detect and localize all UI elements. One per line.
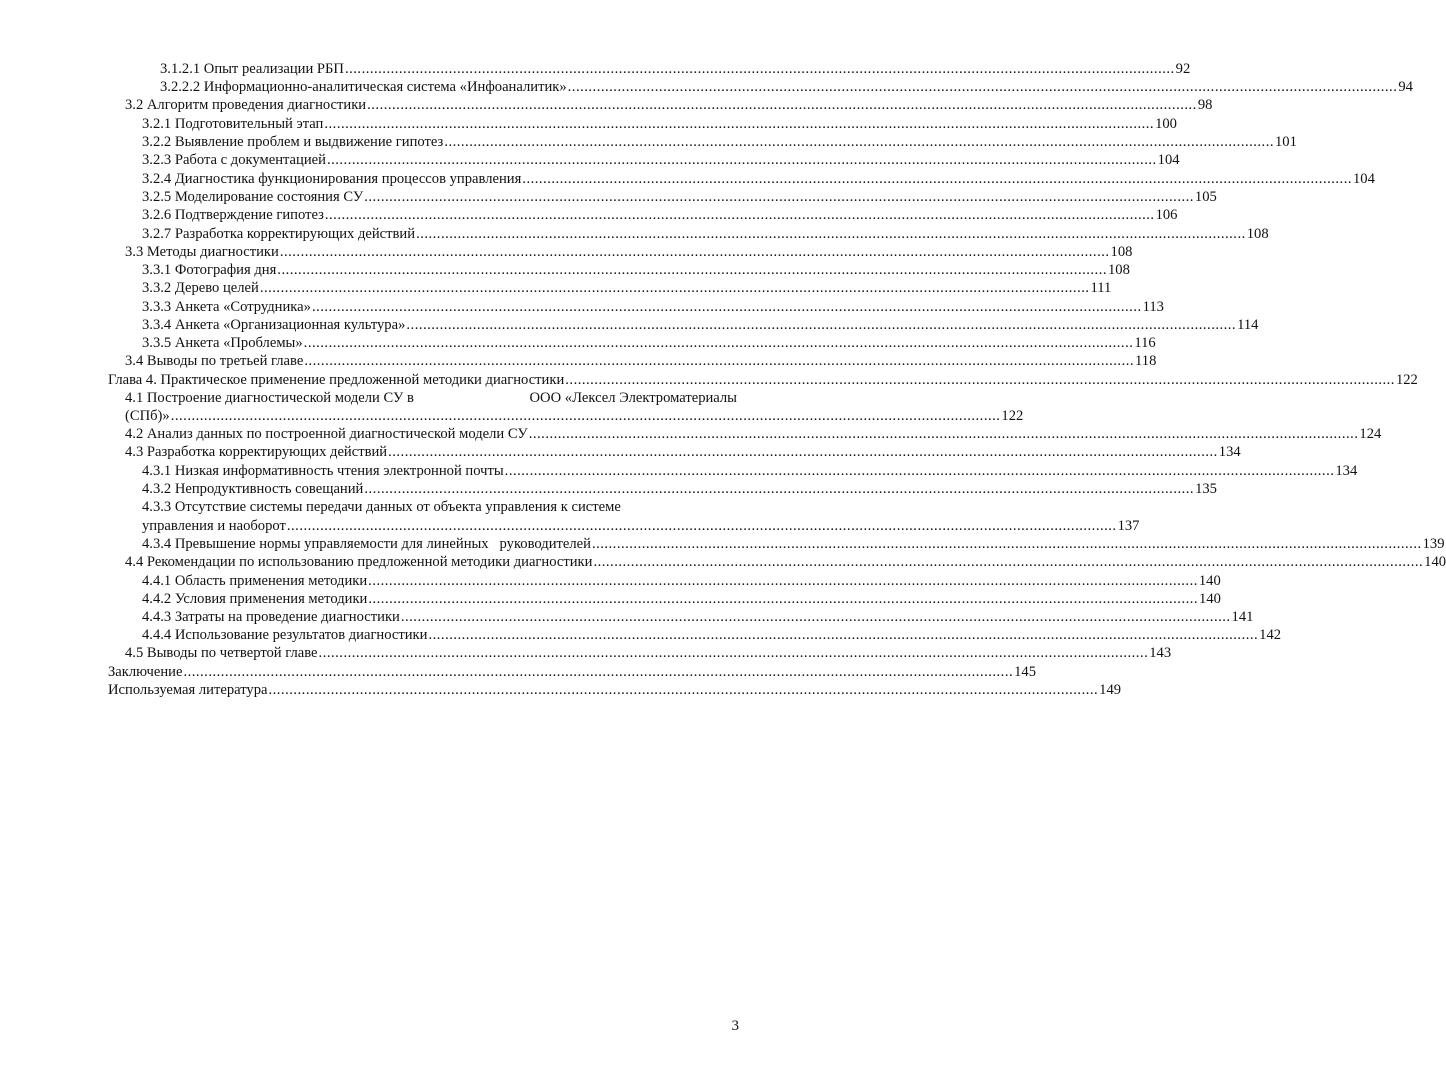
- toc-entry-title: 4.5 Выводы по четвертой главе: [125, 645, 318, 661]
- toc-entry-wrapped-line: [125, 389, 737, 407]
- toc-entry: 3.3.1 Фотография дня ........................................................................................................................................................................................................ 108: [142, 262, 1130, 278]
- toc-entry-title: 4.4.3 Затраты на проведение диагностики: [142, 609, 400, 625]
- toc-entry: 3.3.5 Анкета «Проблемы» ........................................................................................................................................................................................................ 116: [142, 335, 1156, 351]
- toc-entry-title: 3.2.2 Выявление проблем и выдвижение гипотез: [142, 134, 444, 150]
- toc-entry-page: 100: [1155, 116, 1177, 132]
- toc-entry: 3.2.1 Подготовительный этап ........................................................................................................................................................................................................ 100: [142, 116, 1177, 132]
- toc-entry-title-part: 4.1 Построение диагностической модели СУ в: [125, 390, 414, 406]
- toc-entry: 4.3.2 Непродуктивность совещаний ........................................................................................................................................................................................................ 135: [142, 481, 1217, 497]
- toc-entry-title: 3.2 Алгоритм проведения диагностики: [125, 97, 367, 113]
- toc-entry-title: Используемая литература: [108, 682, 268, 698]
- toc-entry-page: 106: [1155, 207, 1178, 223]
- toc-entry-page: 122: [1001, 408, 1024, 424]
- toc-entry-page: 134: [1335, 463, 1358, 479]
- toc-entry: 3.2.2 Выявление проблем и выдвижение гипотез ........................................................................................................................................................................................................ 101: [142, 134, 1297, 150]
- toc-entry: 3.2.3 Работа с документацией ........................................................................................................................................................................................................ 104: [142, 152, 1180, 168]
- toc-entry: 3.1.2.1 Опыт реализации РБП ........................................................................................................................................................................................................ 92: [160, 61, 1191, 77]
- toc-entry-page: 104: [1157, 152, 1180, 168]
- toc-entry-title: 4.4 Рекомендации по использованию предложенной методики диагностики: [125, 554, 593, 570]
- toc-entry-page: 135: [1195, 481, 1217, 497]
- toc-entry-page: 108: [1246, 226, 1269, 242]
- toc-entry-page: 137: [1117, 518, 1140, 534]
- toc-entry-title: 3.2.1 Подготовительный этап: [142, 116, 324, 132]
- toc-entry-title-part: ООО «Лексел Электроматериалы: [529, 390, 737, 406]
- toc-entry-title-part: 4.3.3 Отсутствие системы передачи данных от объекта управления к системе: [142, 499, 621, 515]
- toc-entry-wrapped-line: [142, 498, 737, 516]
- toc-entry: Заключение ........................................................................................................................................................................................................ 145: [108, 664, 1037, 680]
- toc-entry-page: 108: [1110, 244, 1133, 260]
- toc-entry-title: 3.3.4 Анкета «Организационная культура»: [142, 317, 406, 333]
- toc-entry-title: 3.2.3 Работа с документацией: [142, 152, 326, 168]
- toc-entry-page: 122: [1395, 372, 1418, 388]
- toc-entry-title: 3.3.2 Дерево целей: [142, 280, 259, 296]
- toc-entry-title: 3.3 Методы диагностики: [125, 244, 279, 260]
- toc-entry: управления и наоборот ........................................................................................................................................................................................................ 137: [142, 518, 1140, 534]
- toc-entry: 3.4 Выводы по третьей главе ........................................................................................................................................................................................................ 118: [125, 353, 1157, 369]
- toc-entry-title: 4.4.1 Область применения методики: [142, 573, 368, 589]
- toc-entry: 3.2 Алгоритм проведения диагностики ........................................................................................................................................................................................................ 98: [125, 97, 1213, 113]
- toc-entry: 3.2.4 Диагностика функционирования процессов управления ........................................................................................................................................................................................................ 104: [142, 171, 1375, 187]
- toc-entry-page: 143: [1149, 645, 1172, 661]
- toc-entry-page: 94: [1398, 79, 1413, 95]
- toc-entry-page: 149: [1099, 682, 1122, 698]
- toc-entry-page: 104: [1352, 171, 1375, 187]
- toc-entry-page: 101: [1275, 134, 1297, 150]
- page-number: 3: [731, 1018, 739, 1034]
- toc-entry-title: (СПб)»: [125, 408, 170, 424]
- toc-entry-page: 92: [1175, 61, 1191, 77]
- toc-entry-title: 3.3.5 Анкета «Проблемы»: [142, 335, 303, 351]
- toc-entry: 3.3 Методы диагностики ........................................................................................................................................................................................................ 108: [125, 244, 1133, 260]
- toc-entry-page: 105: [1194, 189, 1217, 205]
- toc-entry: (СПб)» ........................................................................................................................................................................................................ 122: [125, 408, 1024, 424]
- toc-entry: 4.3.4 Превышение нормы управляемости для линейных руководителей ........................................................................................................................................................................................................ 139: [142, 536, 1445, 552]
- toc-entry-page: 140: [1199, 591, 1221, 607]
- toc-entry: 4.2 Анализ данных по построенной диагностической модели СУ ........................................................................................................................................................................................................ 124: [125, 426, 1382, 442]
- toc-entry: 3.2.7 Разработка корректирующих действий ........................................................................................................................................................................................................ 108: [142, 226, 1269, 242]
- toc-entry-page: 145: [1014, 664, 1037, 680]
- toc-entry-page: 124: [1359, 426, 1382, 442]
- toc-entry: 4.4.4 Использование результатов диагностики ........................................................................................................................................................................................................ 142: [142, 627, 1282, 643]
- toc-entry-page: 113: [1142, 299, 1164, 315]
- toc-entry-page: 140: [1198, 573, 1221, 589]
- toc-entry-title: 4.3 Разработка корректирующих действий: [125, 444, 388, 460]
- toc-entry-page: 139: [1422, 536, 1445, 552]
- toc-entry: 4.4.2 Условия применения методики ........................................................................................................................................................................................................ 140: [142, 591, 1221, 607]
- toc-entry: Используемая литература ........................................................................................................................................................................................................ 149: [108, 682, 1122, 698]
- toc-entry: 4.3.1 Низкая информативность чтения электронной почты ........................................................................................................................................................................................................ 134: [142, 463, 1358, 479]
- toc-entry: 4.4.1 Область применения методики ........................................................................................................................................................................................................ 140: [142, 573, 1221, 589]
- toc-entry-page: 118: [1135, 353, 1157, 369]
- toc-entry-title: 3.2.2.2 Информационно-аналитическая система «Инфоаналитик»: [160, 79, 567, 95]
- toc-entry: 3.2.6 Подтверждение гипотез ........................................................................................................................................................................................................ 106: [142, 207, 1178, 223]
- toc-entry-page: 116: [1134, 335, 1156, 351]
- toc-entry-title: 3.2.4 Диагностика функционирования процессов управления: [142, 171, 522, 187]
- toc-entry: 4.5 Выводы по четвертой главе ........................................................................................................................................................................................................ 143: [125, 645, 1172, 661]
- toc-entry: 4.4 Рекомендации по использованию предложенной методики диагностики ........................................................................................................................................................................................................ 140: [125, 554, 1446, 570]
- toc-entry-title: 3.4 Выводы по третьей главе: [125, 353, 304, 369]
- toc-entry-title: 4.3.1 Низкая информативность чтения электронной почты: [142, 463, 504, 479]
- toc-entry-page: 114: [1237, 317, 1259, 333]
- toc-entry: 3.2.5 Моделирование состояния СУ ........................................................................................................................................................................................................ 105: [142, 189, 1217, 205]
- toc-entry-title: 3.1.2.1 Опыт реализации РБП: [160, 61, 344, 77]
- toc-entry-title: 3.3.1 Фотография дня: [142, 262, 277, 278]
- toc-entry: Глава 4. Практическое применение предложенной методики диагностики ........................................................................................................................................................................................................ 122: [108, 372, 1418, 388]
- toc-entry: 4.3 Разработка корректирующих действий ........................................................................................................................................................................................................ 134: [125, 444, 1241, 460]
- toc-entry-page: 141: [1231, 609, 1254, 625]
- toc-entry-page: 142: [1259, 627, 1282, 643]
- toc-entry-title: 3.2.5 Моделирование состояния СУ: [142, 189, 364, 205]
- toc-entry-page: 98: [1197, 97, 1213, 113]
- toc-entry-page: 111: [1090, 280, 1112, 296]
- toc-entry-title: 4.2 Анализ данных по построенной диагностической модели СУ: [125, 426, 528, 442]
- toc-entry-title: 3.2.6 Подтверждение гипотез: [142, 207, 324, 223]
- toc-entry: 3.3.2 Дерево целей ........................................................................................................................................................................................................ 111: [142, 280, 1112, 296]
- toc-entry-title: 4.3.2 Непродуктивность совещаний: [142, 481, 364, 497]
- toc-entry-title: 4.4.4 Использование результатов диагностики: [142, 627, 428, 643]
- toc-entry: 4.4.3 Затраты на проведение диагностики ........................................................................................................................................................................................................ 141: [142, 609, 1254, 625]
- toc-entry: 3.2.2.2 Информационно-аналитическая система «Инфоаналитик» ........................................................................................................................................................................................................ 94: [160, 79, 1413, 95]
- toc-entry-title: 3.3.3 Анкета «Сотрудника»: [142, 299, 311, 315]
- toc-entry-page: 140: [1424, 554, 1446, 570]
- toc-entry-title: Глава 4. Практическое применение предложенной методики диагностики: [108, 372, 565, 388]
- toc-entry-page: 134: [1218, 444, 1241, 460]
- toc-entry-title: 4.3.4 Превышение нормы управляемости для линейных руководителей: [142, 536, 591, 552]
- toc-entry: 3.3.3 Анкета «Сотрудника» ........................................................................................................................................................................................................ 113: [142, 299, 1164, 315]
- toc-entry-title: 3.2.7 Разработка корректирующих действий: [142, 226, 416, 242]
- toc-entry-title: Заключение: [108, 664, 183, 680]
- toc-entry: 3.3.4 Анкета «Организационная культура» ........................................................................................................................................................................................................ 114: [142, 317, 1259, 333]
- toc-entry-title: 4.4.2 Условия применения методики: [142, 591, 368, 607]
- toc-entry-title: управления и наоборот: [142, 518, 286, 534]
- toc-entry-page: 108: [1107, 262, 1130, 278]
